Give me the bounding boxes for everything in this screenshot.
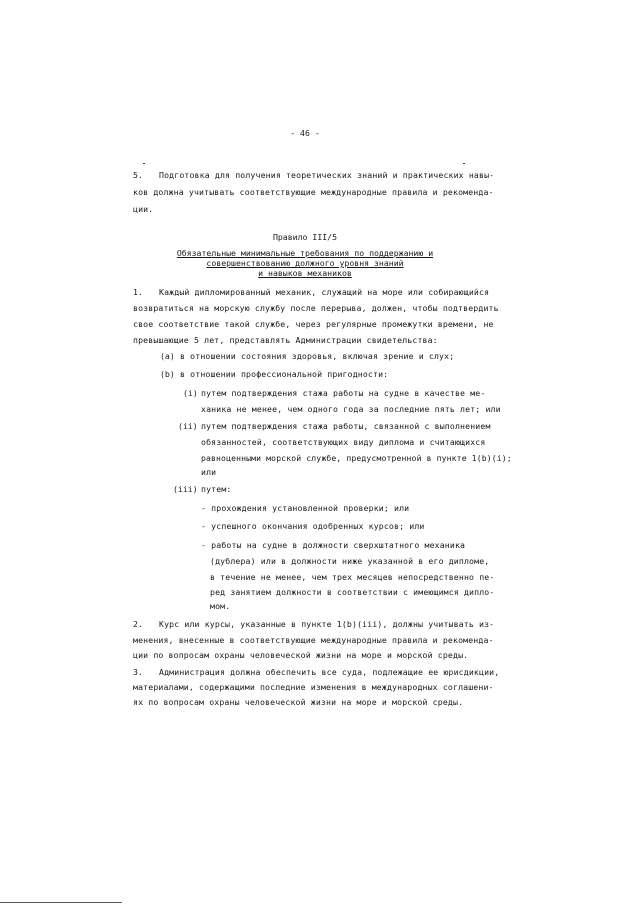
paragraph-line: ции по вопросам охраны человеческой жизни на море и морской среды. — [133, 650, 469, 660]
subitem-line: путем подтверждения стажа работы на судне в качестве ме- — [201, 388, 486, 398]
section-heading-line: Обязательные минимальные требования по поддержанию и — [176, 248, 434, 258]
item-label: (a) — [160, 351, 175, 361]
dash-item: - успешного окончания одобренных курсов; или — [201, 521, 425, 531]
paragraph-number: 2. — [133, 619, 143, 629]
paragraph-line: свое соответствие такой службе, через регулярные промежутки времени, не — [133, 319, 494, 329]
subitem-line: обязанностей, соответствующих виду диплома и считающихся — [201, 437, 486, 447]
paragraph-line: Курс или курсы, указанные в пункте 1(b)(iii), должны учитывать из- — [159, 619, 495, 629]
dash-item-continuation: мом. — [210, 601, 231, 611]
paragraph-line: менения, внесенные в соответствующие международные правила и рекоменда- — [133, 635, 494, 645]
subitem-line: ханика не менее, чем одного года за последние пять лет; или — [201, 404, 501, 414]
subitem-text: путем: — [201, 484, 232, 494]
paragraph-number: 5. — [133, 170, 143, 180]
paragraph-line: материалами, содержащими последние изменения в международных соглашени- — [133, 682, 494, 692]
paragraph-line: возвратиться на морскую службу после перерыва, должен, чтобы подтвердить — [133, 303, 499, 313]
section-heading-line: совершенствованию должного уровня знаний — [206, 258, 404, 268]
page-number: - 46 - — [290, 128, 320, 138]
paragraph-line: превышающие 5 лет, представлять Администрации свидетельства: — [133, 335, 438, 345]
item-text: в отношении состояния здоровья, включая зрение и слух; — [180, 351, 455, 361]
subitem-line: равноценными морской службе, предусмотренной в пункте 1(b)(i); — [201, 453, 512, 463]
subitem-line: или — [201, 467, 217, 477]
paragraph-line: Подготовка для получения теоретических знаний и практических навы- — [159, 170, 495, 180]
scan-mark — [143, 163, 145, 164]
subitem-label: (iii) — [173, 484, 198, 494]
section-heading-line: и навыков механиков — [258, 268, 352, 278]
paragraph-number: 3. — [133, 667, 143, 677]
subitem-line: путем подтверждения стажа работы, связанной с выполнением — [201, 421, 491, 431]
dash-item: - прохождения установленной проверки; или — [201, 503, 410, 513]
dash-item-continuation: в течение не менее, чем трех месяцев непосредственно пе- — [210, 572, 495, 582]
dash-item: - работы на судне в должности сверхштатного механика — [201, 540, 466, 550]
paragraph-line: ков должна учитывать соответствующие международные правила и рекоменда- — [133, 187, 494, 197]
scan-edge-line — [0, 902, 122, 903]
item-text: в отношении профессиональной пригодности: — [180, 369, 389, 379]
item-label: (b) — [160, 369, 175, 379]
paragraph-number: 1. — [133, 287, 143, 297]
paragraph-line: Каждый дипломированный механик, служащий на море или собирающийся — [159, 287, 490, 297]
paragraph-line: Администрация должна обеспечить все суда, подлежащие ее юрисдикции, — [159, 667, 500, 677]
paragraph-line: ях по вопросам охраны человеческой жизни на море и морской среды. — [133, 697, 464, 707]
subitem-label: (ii) — [178, 421, 198, 431]
dash-item-continuation: (дублера) или в должности ниже указанной в его дипломе, — [210, 556, 490, 566]
scan-mark — [463, 163, 465, 164]
subitem-label: (i) — [183, 388, 198, 398]
dash-item-continuation: ред занятием должности в соответствии с имеющимся дипло- — [210, 587, 495, 597]
paragraph-line: ции. — [133, 204, 154, 214]
rule-title: Правило III/5 — [272, 232, 338, 242]
